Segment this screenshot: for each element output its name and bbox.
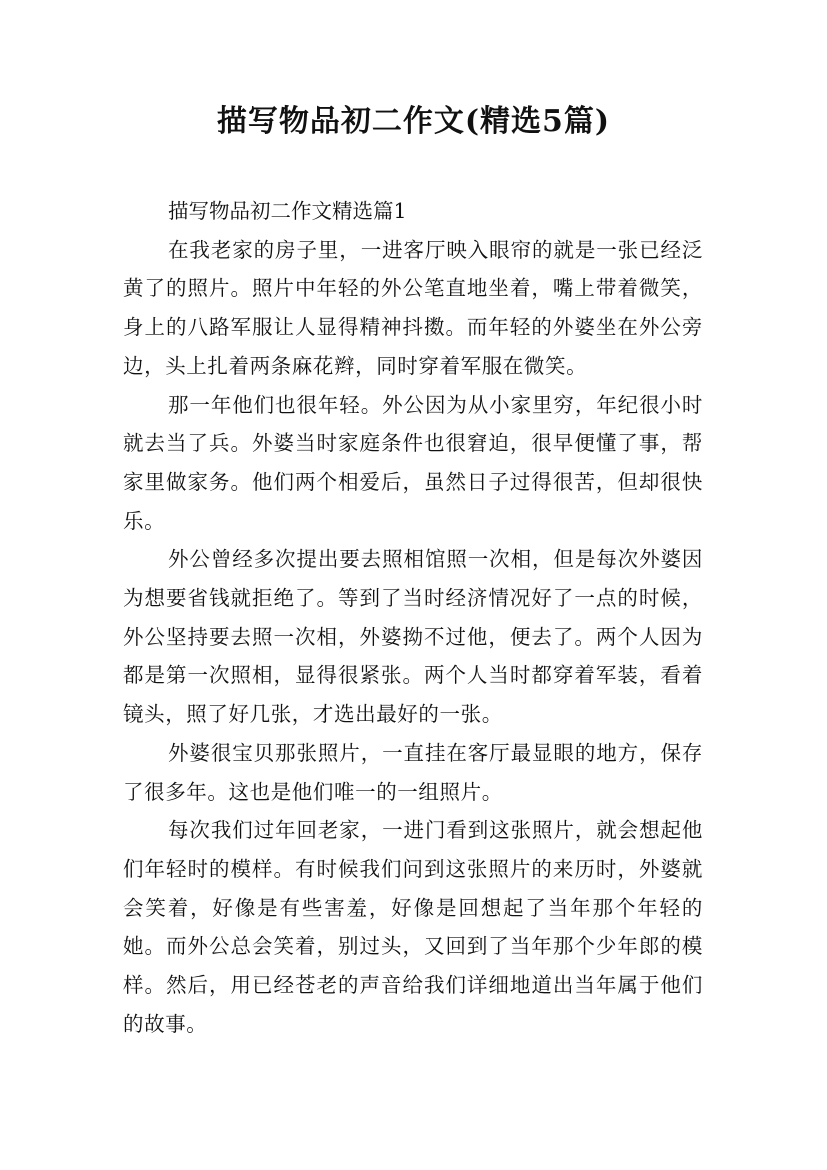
paragraph-2: 那一年他们也很年轻。外公因为从小家里穷，年纪很小时就去当了兵。外婆当时家庭条件也很窘迫，很早便懂了事，帮家里做家务。他们两个相爱后，虽然日子过得很苦，但却很快乐。	[123, 392, 703, 533]
paragraph-4: 外婆很宝贝那张照片，一直挂在客厅最显眼的地方，保存了很多年。这也是他们唯一的一组照片。	[123, 740, 703, 804]
document-body	[123, 192, 703, 1043]
section-heading: 描写物品初二作文精选篇1	[168, 199, 407, 223]
paragraph-1: 在我老家的房子里，一进客厅映入眼帘的就是一张已经泛黄了的照片。照片中年轻的外公笔直地坐着，嘴上带着微笑，身上的八路军服让人显得精神抖擞。而年轻的外婆坐在外公旁边，头上扎着两条麻花辫，同时穿着军服在微笑。	[123, 237, 703, 378]
paragraph-3: 外公曾经多次提出要去照相馆照一次相，但是每次外婆因为想要省钱就拒绝了。等到了当时经济情况好了一点的时候，外公坚持要去照一次相，外婆拗不过他，便去了。两个人因为都是第一次照相，显得很紧张。两个人当时都穿着军装，看着镜头，照了好几张，才选出最好的一张。	[123, 547, 703, 727]
paragraph-5: 每次我们过年回老家，一进门看到这张照片，就会想起他们年轻时的模样。有时候我们问到这张照片的来历时，外婆就会笑着，好像是有些害羞，好像是回想起了当年那个年轻的她。而外公总会笑着，别过头，又回到了当年那个少年郎的模样。然后，用已经苍老的声音给我们详细地道出当年属于他们的故事。	[123, 818, 703, 1036]
document-title: 描写物品初二作文(精选5篇)	[216, 104, 611, 139]
